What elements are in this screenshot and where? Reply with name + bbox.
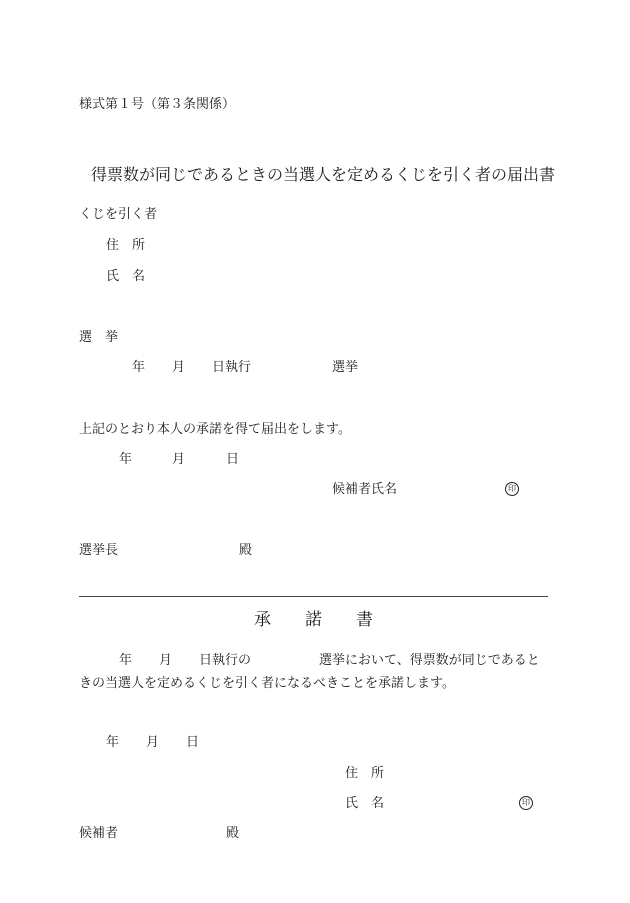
notification-addressee: 選挙長 [79, 543, 119, 558]
consent-body-line1: 選挙において、得票数が同じであると [319, 653, 540, 668]
filing-month: 月 [172, 452, 186, 467]
consent-title: 承 諾 書 [254, 610, 373, 630]
consent-date-day: 日 [186, 735, 200, 750]
consent-honorific: 殿 [226, 826, 240, 841]
drawer-name-label: 氏 名 [106, 269, 146, 284]
drawer-address-label: 住 所 [106, 238, 146, 253]
consent-name-label: 氏 名 [345, 796, 385, 811]
election-heading: 選 挙 [79, 330, 119, 345]
consent-body-line2: きの当選人を定めるくじを引く者になるべきことを承諾します。 [79, 676, 455, 691]
consent-seal-mark: 印 [519, 796, 533, 810]
filing-year: 年 [119, 452, 133, 467]
consent-date-year: 年 [106, 735, 120, 750]
election-name-suffix: 選挙 [332, 360, 359, 375]
consent-date-month: 月 [146, 735, 160, 750]
drawer-heading: くじを引く者 [79, 207, 158, 222]
election-year: 年 [132, 360, 146, 375]
notification-statement: 上記のとおり本人の承諾を得て届出をします。 [79, 422, 351, 437]
section-divider [79, 596, 548, 597]
filing-day: 日 [226, 452, 240, 467]
consent-day-held: 日執行の [199, 653, 252, 668]
notification-title: 得票数が同じであるときの当選人を定めるくじを引く者の届出書 [91, 165, 556, 184]
consent-address-label: 住 所 [345, 766, 385, 781]
consent-addressee: 候補者 [79, 826, 119, 841]
consent-year: 年 [119, 653, 133, 668]
election-day-held: 日執行 [212, 360, 252, 375]
notification-honorific: 殿 [239, 543, 253, 558]
election-month: 月 [172, 360, 186, 375]
consent-month: 月 [159, 653, 173, 668]
form-number: 様式第１号（第３条関係） [79, 97, 236, 112]
candidate-name-label: 候補者氏名 [332, 482, 398, 497]
candidate-seal-mark: 印 [505, 482, 519, 496]
